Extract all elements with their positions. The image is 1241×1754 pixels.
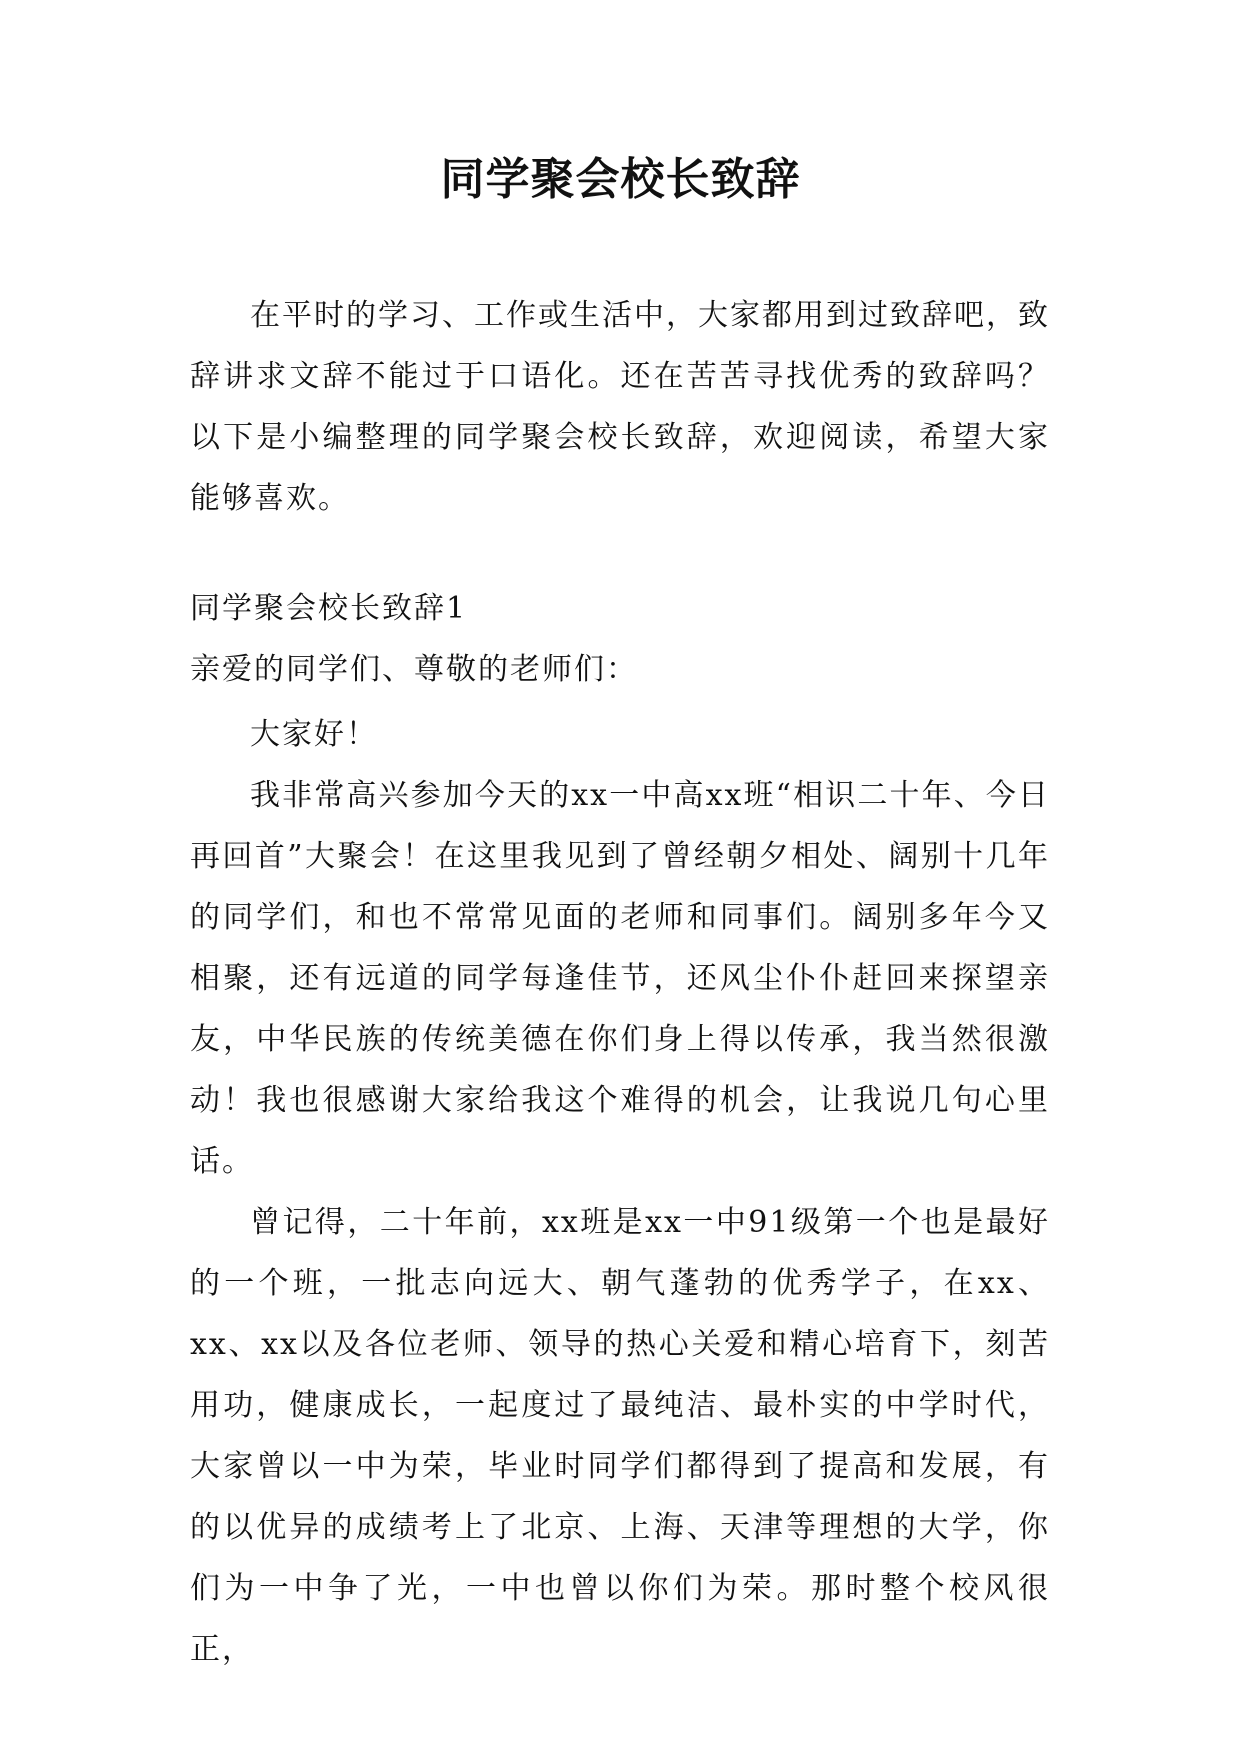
- section-heading: 同学聚会校长致辞1: [190, 591, 468, 626]
- intro-paragraph: 在平时的学习、工作或生活中，大家都用到过致辞吧，致辞讲求文辞不能过于口语化。还在苦苦寻找优秀的致辞吗？以下是小编整理的同学聚会校长致辞，欢迎阅读，希望大家能够喜欢。: [190, 298, 1050, 516]
- body-paragraph: 我非常高兴参加今天的xx一中高xx班“相识二十年、今日再回首”大聚会！在这里我见到了曾经朝夕相处、阔别十几年的同学们，和也不常常见面的老师和同事们。阔别多年今又相聚，还有远道的同学每逢佳节，还风尘仆仆赶回来探望亲友，中华民族的传统美德在你们身上得以传承，我当然很激动！我也很感谢大家给我这个难得的机会，让我说几句心里话。: [190, 778, 1050, 1179]
- spacer: [190, 529, 1050, 578]
- body-paragraph: 曾记得，二十年前，xx班是xx一中91级第一个也是最好的一个班，一批志向远大、朝气蓬勃的优秀学子，在xx、xx、xx以及各位老师、领导的热心关爱和精心培育下，刻苦用功，健康成长，一起度过了最纯洁、最朴实的中学时代，大家曾以一中为荣，毕业时同学们都得到了提高和发展，有的以优异的成绩考上了北京、上海、天津等理想的大学，你们为一中争了光，一中也曾以你们为荣。那时整个校风很正，: [190, 1205, 1050, 1667]
- salutation: 亲爱的同学们、尊敬的老师们：: [190, 652, 638, 687]
- greeting: 大家好！: [250, 717, 378, 752]
- document-body: [190, 285, 1050, 1680]
- document-title: 同学聚会校长致辞: [440, 154, 801, 205]
